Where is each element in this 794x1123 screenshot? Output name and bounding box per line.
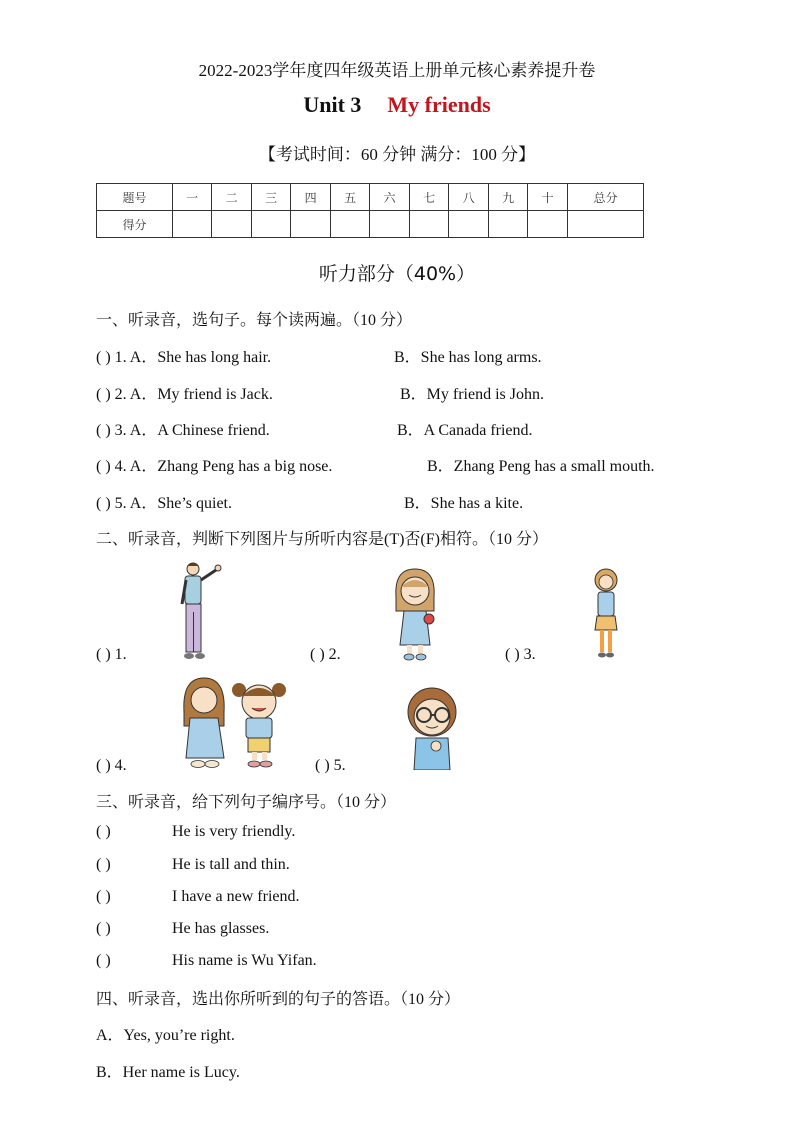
score-cell[interactable]: [291, 211, 331, 238]
order-blank: ( ): [96, 888, 111, 905]
picture-question: ( ) 2.: [310, 646, 341, 663]
unit-name: My friends: [387, 92, 491, 117]
order-sentence: He is very friendly.: [172, 823, 296, 840]
question-text: ( ) 1. A．She has long hair.: [96, 349, 272, 366]
score-header-cell: 题号: [97, 184, 173, 211]
picture-question: ( ) 5.: [315, 757, 346, 774]
unit-title: [0, 92, 794, 118]
curly-hair-girl-picture: [590, 568, 622, 660]
score-header-cell: 五: [330, 184, 370, 211]
exam-info: 【考试时间：60 分钟 满分：100 分】: [258, 145, 536, 164]
order-blank: ( ): [96, 823, 111, 840]
score-header-cell: 二: [212, 184, 252, 211]
picture-question: ( ) 3.: [505, 646, 536, 663]
score-cell[interactable]: [488, 211, 528, 238]
score-row-label: 得分: [97, 211, 173, 238]
score-cell[interactable]: [449, 211, 489, 238]
score-cell[interactable]: [370, 211, 410, 238]
exam-header-title: 2022-2023学年度四年级英语上册单元核心素养提升卷: [198, 61, 596, 80]
boy-with-glasses-picture: [402, 684, 466, 770]
score-header-cell: 六: [370, 184, 410, 211]
option-b: B．She has a kite.: [404, 495, 524, 512]
score-table: [96, 183, 644, 238]
score-cell[interactable]: [567, 211, 643, 238]
section2-title: 二、听录音，判断下列图片与所听内容是(T)否(F)相符。（10 分）: [96, 531, 548, 548]
option-b: B．My friend is John.: [400, 386, 545, 403]
answer-option: B．Her name is Lucy.: [96, 1064, 240, 1081]
option-b: B．Zhang Peng has a small mouth.: [427, 458, 655, 475]
score-header-cell: 一: [172, 184, 212, 211]
score-cell[interactable]: [528, 211, 568, 238]
question-text: ( ) 4. A．Zhang Peng has a big nose.: [96, 458, 333, 475]
score-header-cell: 七: [409, 184, 449, 211]
girl-with-apple-picture: [390, 567, 440, 661]
section4-title: 四、听录音，选出你所听到的句子的答语。（10 分）: [96, 991, 461, 1008]
score-header-cell: 三: [251, 184, 291, 211]
section1-title: 一、听录音，选句子。每个读两遍。（10 分）: [96, 312, 413, 329]
order-sentence: He has glasses.: [172, 920, 270, 937]
score-cell[interactable]: [212, 211, 252, 238]
two-girls-picture: [180, 676, 288, 770]
option-b: B．She has long arms.: [394, 349, 542, 366]
score-header-cell: 八: [449, 184, 489, 211]
question-text: ( ) 5. A．She’s quiet.: [96, 495, 232, 512]
unit-number: Unit 3: [303, 92, 362, 117]
score-header-cell: 总分: [567, 184, 643, 211]
order-blank: ( ): [96, 920, 111, 937]
score-cell[interactable]: [251, 211, 291, 238]
order-sentence: He is tall and thin.: [172, 856, 290, 873]
score-header-cell: 九: [488, 184, 528, 211]
score-table-score-row: [97, 211, 644, 238]
answer-option: A．Yes, you’re right.: [96, 1027, 235, 1044]
order-blank: ( ): [96, 856, 111, 873]
picture-question: ( ) 4.: [96, 757, 127, 774]
score-table-header-row: [97, 184, 644, 211]
section3-title: 三、听录音，给下列句子编序号。（10 分）: [96, 794, 397, 811]
score-cell[interactable]: [172, 211, 212, 238]
tall-man-waving-picture: [176, 560, 228, 662]
picture-question: ( ) 1.: [96, 646, 127, 663]
score-cell[interactable]: [409, 211, 449, 238]
score-header-cell: 十: [528, 184, 568, 211]
order-sentence: I have a new friend.: [172, 888, 300, 905]
question-text: ( ) 3. A．A Chinese friend.: [96, 422, 270, 439]
order-blank: ( ): [96, 952, 111, 969]
listening-part-title: 听力部分（40%）: [318, 263, 476, 285]
score-cell[interactable]: [330, 211, 370, 238]
question-text: ( ) 2. A．My friend is Jack.: [96, 386, 273, 403]
score-header-cell: 四: [291, 184, 331, 211]
order-sentence: His name is Wu Yifan.: [172, 952, 317, 969]
option-b: B．A Canada friend.: [397, 422, 533, 439]
